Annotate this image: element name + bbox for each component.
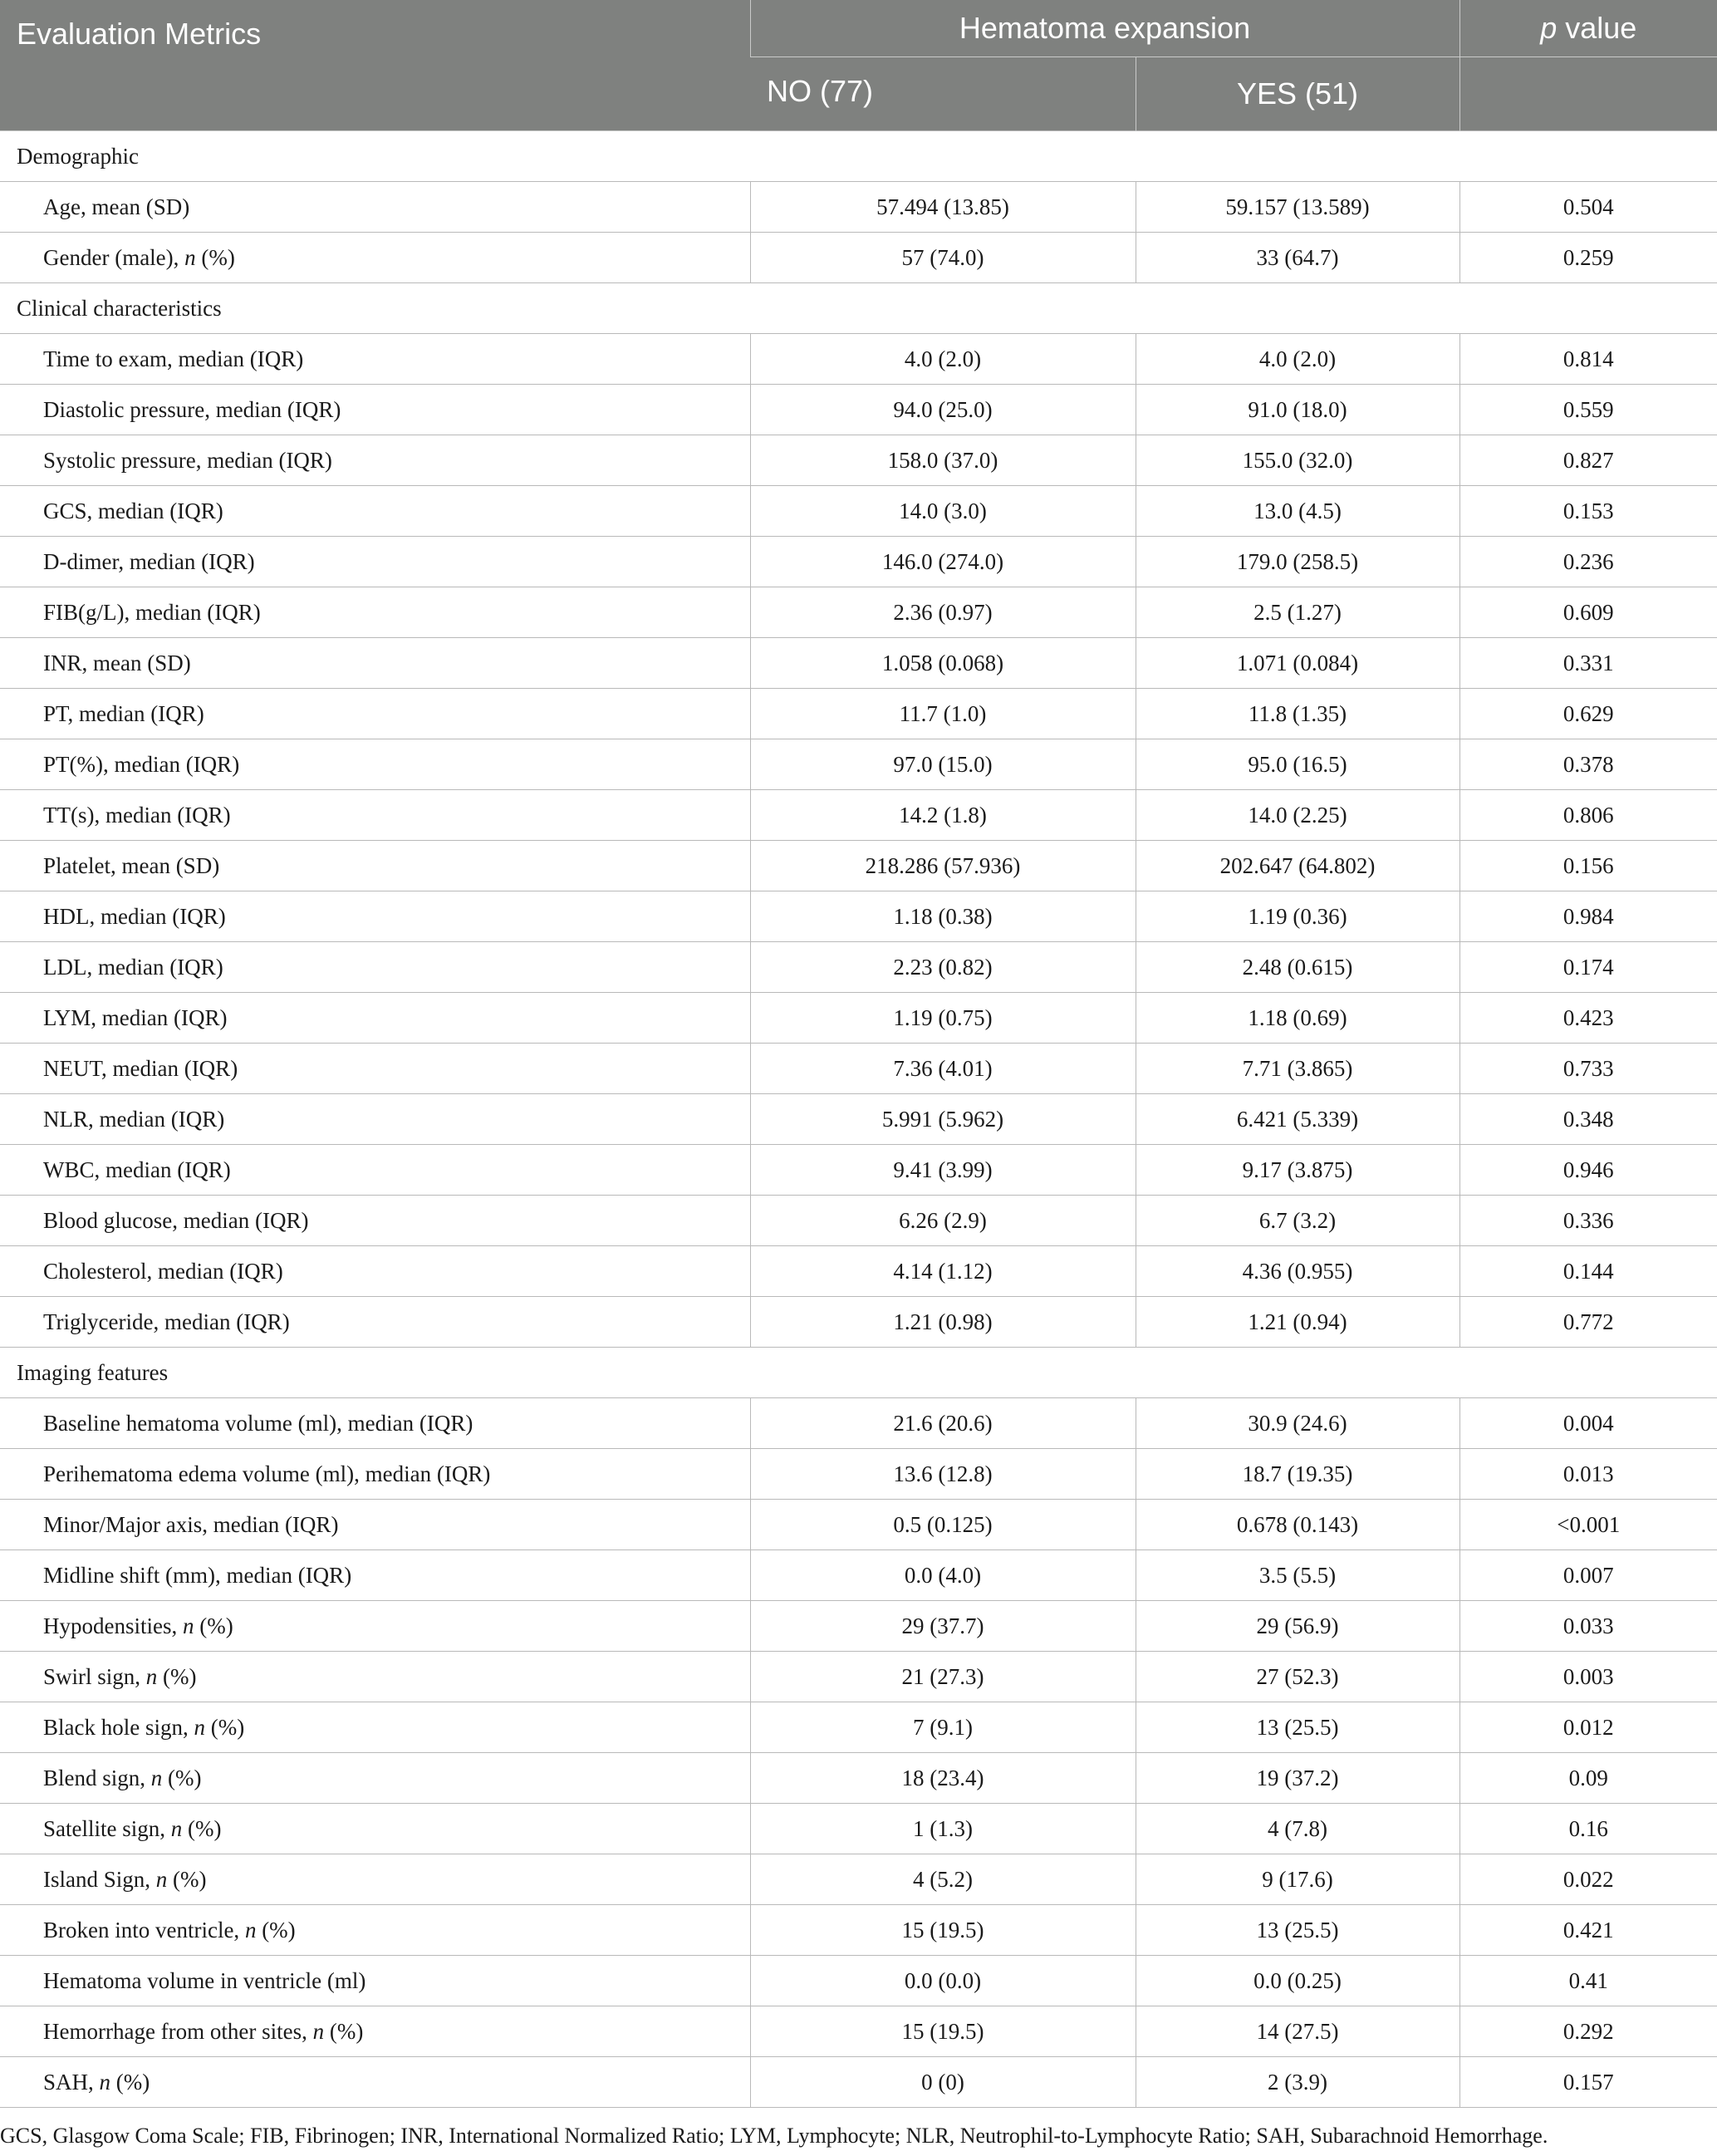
yes-value-cell: 4.0 (2.0) <box>1136 334 1459 385</box>
table-row <box>0 334 1717 385</box>
metric-label: TT(s), median (IQR) <box>43 802 231 828</box>
metric-cell <box>0 334 750 385</box>
yes-value-cell: 29 (56.9) <box>1136 1601 1459 1652</box>
metric-label: Hematoma volume in ventricle (ml) <box>43 1967 366 1993</box>
metric-cell <box>0 790 750 841</box>
metric-label: Triglyceride, median (IQR) <box>43 1309 290 1334</box>
no-value-cell: 7.36 (4.01) <box>750 1044 1136 1094</box>
no-value-cell: 146.0 (274.0) <box>750 537 1136 587</box>
metric-label-italic: n <box>184 244 196 270</box>
metric-label-italic: n <box>183 1613 194 1638</box>
pvalue-cell: 0.559 <box>1459 385 1717 435</box>
table-body <box>0 131 1717 2108</box>
no-value-cell: 5.991 (5.962) <box>750 1094 1136 1145</box>
metric-label-italic: n <box>312 2018 325 2044</box>
no-value-cell: 6.26 (2.9) <box>750 1196 1136 1246</box>
no-value-cell: 1.18 (0.38) <box>750 891 1136 942</box>
yes-value-cell: 13.0 (4.5) <box>1136 486 1459 537</box>
no-value-cell: 158.0 (37.0) <box>750 435 1136 486</box>
metric-cell <box>0 1550 750 1601</box>
section-row <box>0 1348 1717 1398</box>
yes-column-header: YES (51) <box>1136 57 1459 131</box>
metric-label-suffix: (%) <box>162 1765 202 1790</box>
pvalue-cell: 0.007 <box>1459 1550 1717 1601</box>
table-row <box>0 1753 1717 1804</box>
metric-label: Platelet, mean (SD) <box>43 852 220 878</box>
yes-value-cell: 59.157 (13.589) <box>1136 182 1459 233</box>
metric-label-suffix: (%) <box>157 1663 197 1689</box>
metric-label: Gender (male), <box>43 244 185 270</box>
section-row <box>0 131 1717 182</box>
metric-label: NEUT, median (IQR) <box>43 1055 238 1081</box>
table-row <box>0 1145 1717 1196</box>
table-row <box>0 486 1717 537</box>
no-value-cell: 21 (27.3) <box>750 1652 1136 1702</box>
no-value-cell: 9.41 (3.99) <box>750 1145 1136 1196</box>
no-value-cell: 29 (37.7) <box>750 1601 1136 1652</box>
metric-label-italic: n <box>155 1866 168 1892</box>
metric-label: Blend sign, <box>43 1765 151 1790</box>
no-value-cell: 0 (0) <box>750 2057 1136 2108</box>
metric-label-italic: n <box>244 1917 257 1942</box>
metric-label-suffix: (%) <box>167 1866 207 1892</box>
no-value-cell: 0.0 (4.0) <box>750 1550 1136 1601</box>
yes-value-cell: 19 (37.2) <box>1136 1753 1459 1804</box>
metric-label-suffix: (%) <box>194 1613 233 1638</box>
metric-label: HDL, median (IQR) <box>43 903 226 929</box>
metric-cell <box>0 1094 750 1145</box>
no-value-cell: 1 (1.3) <box>750 1804 1136 1854</box>
table-row <box>0 1804 1717 1854</box>
no-value-cell: 218.286 (57.936) <box>750 841 1136 891</box>
no-value-cell: 97.0 (15.0) <box>750 739 1136 790</box>
yes-value-cell: 6.421 (5.339) <box>1136 1094 1459 1145</box>
metric-cell <box>0 1804 750 1854</box>
pvalue-cell: 0.827 <box>1459 435 1717 486</box>
metric-cell <box>0 1297 750 1348</box>
metric-label: Swirl sign, <box>43 1663 146 1689</box>
metric-label: INR, mean (SD) <box>43 650 191 675</box>
metric-cell <box>0 1449 750 1500</box>
yes-value-cell: 13 (25.5) <box>1136 1702 1459 1753</box>
table-row <box>0 587 1717 638</box>
table-row <box>0 841 1717 891</box>
metric-label: Systolic pressure, median (IQR) <box>43 447 332 473</box>
table-row <box>0 1652 1717 1702</box>
metric-label: Black hole sign, <box>43 1714 194 1740</box>
metric-label: Broken into ventricle, <box>43 1917 245 1942</box>
no-value-cell: 4.14 (1.12) <box>750 1246 1136 1297</box>
metric-label-suffix: (%) <box>256 1917 296 1942</box>
yes-value-cell: 6.7 (3.2) <box>1136 1196 1459 1246</box>
table-row <box>0 2057 1717 2108</box>
yes-value-cell: 1.21 (0.94) <box>1136 1297 1459 1348</box>
table-row <box>0 1500 1717 1550</box>
table-header <box>0 0 1717 131</box>
metric-cell <box>0 2057 750 2108</box>
yes-value-cell: 1.071 (0.084) <box>1136 638 1459 689</box>
yes-value-cell: 4.36 (0.955) <box>1136 1246 1459 1297</box>
metric-column-header: Evaluation Metrics <box>0 0 750 131</box>
metric-label: Time to exam, median (IQR) <box>43 346 304 371</box>
metric-label: Island Sign, <box>43 1866 156 1892</box>
metric-label: GCS, median (IQR) <box>43 498 223 523</box>
pvalue-cell: 0.259 <box>1459 233 1717 283</box>
metric-cell <box>0 486 750 537</box>
pvalue-column-header-blank <box>1459 57 1717 131</box>
yes-value-cell: 179.0 (258.5) <box>1136 537 1459 587</box>
pvalue-cell: 0.022 <box>1459 1854 1717 1905</box>
metric-cell <box>0 1145 750 1196</box>
yes-value-cell: 95.0 (16.5) <box>1136 739 1459 790</box>
metric-label: LDL, median (IQR) <box>43 954 223 980</box>
pvalue-cell: 0.336 <box>1459 1196 1717 1246</box>
metric-label-suffix: (%) <box>324 2018 364 2044</box>
metric-cell <box>0 942 750 993</box>
metric-label-suffix: (%) <box>195 244 235 270</box>
table-row <box>0 1297 1717 1348</box>
pvalue-cell: 0.806 <box>1459 790 1717 841</box>
metric-label: Hypodensities, <box>43 1613 183 1638</box>
no-value-cell: 2.36 (0.97) <box>750 587 1136 638</box>
table-row <box>0 537 1717 587</box>
metric-label-italic: n <box>150 1765 163 1790</box>
pvalue-p: p <box>1540 11 1558 45</box>
pvalue-cell: 0.153 <box>1459 486 1717 537</box>
pvalue-cell: 0.814 <box>1459 334 1717 385</box>
yes-value-cell: 155.0 (32.0) <box>1136 435 1459 486</box>
no-value-cell: 15 (19.5) <box>750 1905 1136 1956</box>
metric-label: Blood glucose, median (IQR) <box>43 1207 309 1233</box>
metric-label-suffix: (%) <box>182 1815 222 1841</box>
metric-cell <box>0 739 750 790</box>
table-row <box>0 1854 1717 1905</box>
metric-label: NLR, median (IQR) <box>43 1106 225 1132</box>
table-row <box>0 2006 1717 2057</box>
metric-cell <box>0 233 750 283</box>
yes-value-cell: 4 (7.8) <box>1136 1804 1459 1854</box>
metric-label: Cholesterol, median (IQR) <box>43 1258 283 1284</box>
no-value-cell: 15 (19.5) <box>750 2006 1136 2057</box>
metric-label: D-dimer, median (IQR) <box>43 548 255 574</box>
header-row-1 <box>0 0 1717 57</box>
yes-value-cell: 0.678 (0.143) <box>1136 1500 1459 1550</box>
metric-label-italic: n <box>194 1714 205 1740</box>
metric-cell <box>0 1044 750 1094</box>
no-value-cell: 1.19 (0.75) <box>750 993 1136 1044</box>
pvalue-cell: 0.09 <box>1459 1753 1717 1804</box>
metric-cell <box>0 1652 750 1702</box>
section-title: Demographic <box>0 131 1717 182</box>
table-row <box>0 1044 1717 1094</box>
metric-cell <box>0 587 750 638</box>
no-value-cell: 1.21 (0.98) <box>750 1297 1136 1348</box>
pvalue-cell: 0.156 <box>1459 841 1717 891</box>
metric-cell <box>0 638 750 689</box>
yes-value-cell: 9 (17.6) <box>1136 1854 1459 1905</box>
pvalue-cell: 0.144 <box>1459 1246 1717 1297</box>
no-value-cell: 11.7 (1.0) <box>750 689 1136 739</box>
table-row <box>0 435 1717 486</box>
table-row <box>0 1449 1717 1500</box>
metric-cell <box>0 993 750 1044</box>
table-row <box>0 1601 1717 1652</box>
metric-label: LYM, median (IQR) <box>43 1004 228 1030</box>
metric-cell <box>0 1905 750 1956</box>
no-value-cell: 4.0 (2.0) <box>750 334 1136 385</box>
table-row <box>0 891 1717 942</box>
pvalue-cell: 0.004 <box>1459 1398 1717 1449</box>
no-value-cell: 4 (5.2) <box>750 1854 1136 1905</box>
table-footnote: GCS, Glasgow Coma Scale; FIB, Fibrinogen; INR, International Normalized Ratio; LYM, Lymphocyte; NLR, Neutrophil-to-Lymphocyte Ratio; SAH, Subarachnoid Hemorrhage. <box>0 2124 1548 2148</box>
pvalue-cell: 0.421 <box>1459 1905 1717 1956</box>
yes-value-cell: 2.48 (0.615) <box>1136 942 1459 993</box>
table-row <box>0 1956 1717 2006</box>
pvalue-column-header <box>1459 0 1717 57</box>
table-row <box>0 182 1717 233</box>
pvalue-cell: 0.733 <box>1459 1044 1717 1094</box>
table-row <box>0 1398 1717 1449</box>
metric-label: Baseline hematoma volume (ml), median (IQR) <box>43 1410 473 1436</box>
pvalue-cell: 0.984 <box>1459 891 1717 942</box>
no-value-cell: 21.6 (20.6) <box>750 1398 1136 1449</box>
pvalue-cell: 0.629 <box>1459 689 1717 739</box>
pvalue-cell: 0.946 <box>1459 1145 1717 1196</box>
metric-label-italic: n <box>145 1663 158 1689</box>
yes-value-cell: 14 (27.5) <box>1136 2006 1459 2057</box>
yes-value-cell: 202.647 (64.802) <box>1136 841 1459 891</box>
pvalue-cell: <0.001 <box>1459 1500 1717 1550</box>
no-value-cell: 18 (23.4) <box>750 1753 1136 1804</box>
table-row <box>0 1246 1717 1297</box>
table-row <box>0 942 1717 993</box>
metric-cell <box>0 689 750 739</box>
metric-cell <box>0 1500 750 1550</box>
yes-value-cell: 1.19 (0.36) <box>1136 891 1459 942</box>
pvalue-rest: value <box>1557 11 1637 45</box>
table-row <box>0 739 1717 790</box>
pvalue-cell: 0.012 <box>1459 1702 1717 1753</box>
metric-cell <box>0 1196 750 1246</box>
pvalue-cell: 0.157 <box>1459 2057 1717 2108</box>
pvalue-cell: 0.033 <box>1459 1601 1717 1652</box>
metric-cell <box>0 1398 750 1449</box>
metric-label-italic: n <box>170 1815 183 1841</box>
no-value-cell: 14.2 (1.8) <box>750 790 1136 841</box>
yes-value-cell: 2 (3.9) <box>1136 2057 1459 2108</box>
metric-cell <box>0 537 750 587</box>
pvalue-cell: 0.423 <box>1459 993 1717 1044</box>
metric-label-suffix: (%) <box>110 2069 150 2095</box>
metric-label: Midline shift (mm), median (IQR) <box>43 1562 352 1588</box>
group-column-header: Hematoma expansion <box>750 0 1459 57</box>
table-row <box>0 1550 1717 1601</box>
metric-label: Minor/Major axis, median (IQR) <box>43 1511 339 1537</box>
pvalue-cell: 0.348 <box>1459 1094 1717 1145</box>
table-row <box>0 638 1717 689</box>
metric-label: WBC, median (IQR) <box>43 1157 231 1182</box>
metric-cell <box>0 841 750 891</box>
no-value-cell: 1.058 (0.068) <box>750 638 1136 689</box>
yes-value-cell: 33 (64.7) <box>1136 233 1459 283</box>
table-row <box>0 1905 1717 1956</box>
no-value-cell: 13.6 (12.8) <box>750 1449 1136 1500</box>
yes-value-cell: 2.5 (1.27) <box>1136 587 1459 638</box>
metric-cell <box>0 1702 750 1753</box>
metric-cell <box>0 2006 750 2057</box>
metric-label-italic: n <box>99 2069 111 2095</box>
no-value-cell: 57.494 (13.85) <box>750 182 1136 233</box>
table-row <box>0 689 1717 739</box>
no-value-cell: 94.0 (25.0) <box>750 385 1136 435</box>
table-row <box>0 790 1717 841</box>
yes-value-cell: 13 (25.5) <box>1136 1905 1459 1956</box>
section-title: Imaging features <box>0 1348 1717 1398</box>
no-value-cell: 2.23 (0.82) <box>750 942 1136 993</box>
yes-value-cell: 30.9 (24.6) <box>1136 1398 1459 1449</box>
yes-value-cell: 11.8 (1.35) <box>1136 689 1459 739</box>
metric-label: PT, median (IQR) <box>43 700 204 726</box>
metric-label: Perihematoma edema volume (ml), median (IQR) <box>43 1461 491 1486</box>
metric-label: PT(%), median (IQR) <box>43 751 240 777</box>
metric-cell <box>0 1601 750 1652</box>
no-value-cell: 57 (74.0) <box>750 233 1136 283</box>
table-row <box>0 385 1717 435</box>
yes-value-cell: 1.18 (0.69) <box>1136 993 1459 1044</box>
yes-value-cell: 3.5 (5.5) <box>1136 1550 1459 1601</box>
pvalue-cell: 0.504 <box>1459 182 1717 233</box>
metric-label: Satellite sign, <box>43 1815 171 1841</box>
metric-cell <box>0 1956 750 2006</box>
metric-cell <box>0 1753 750 1804</box>
pvalue-cell: 0.174 <box>1459 942 1717 993</box>
table-row <box>0 1094 1717 1145</box>
table-row <box>0 233 1717 283</box>
no-value-cell: 7 (9.1) <box>750 1702 1136 1753</box>
pvalue-cell: 0.292 <box>1459 2006 1717 2057</box>
pvalue-cell: 0.772 <box>1459 1297 1717 1348</box>
pvalue-cell: 0.609 <box>1459 587 1717 638</box>
metric-label: Age, mean (SD) <box>43 194 190 219</box>
metric-cell <box>0 891 750 942</box>
metric-cell <box>0 435 750 486</box>
metric-cell <box>0 1246 750 1297</box>
pvalue-cell: 0.003 <box>1459 1652 1717 1702</box>
section-row <box>0 283 1717 334</box>
yes-value-cell: 27 (52.3) <box>1136 1652 1459 1702</box>
pvalue-cell: 0.16 <box>1459 1804 1717 1854</box>
pvalue-cell: 0.378 <box>1459 739 1717 790</box>
pvalue-cell: 0.013 <box>1459 1449 1717 1500</box>
yes-value-cell: 18.7 (19.35) <box>1136 1449 1459 1500</box>
no-value-cell: 0.5 (0.125) <box>750 1500 1136 1550</box>
metric-label: Diastolic pressure, median (IQR) <box>43 396 341 422</box>
metric-cell <box>0 182 750 233</box>
yes-value-cell: 9.17 (3.875) <box>1136 1145 1459 1196</box>
metric-cell <box>0 1854 750 1905</box>
pvalue-cell: 0.41 <box>1459 1956 1717 2006</box>
no-value-cell: 0.0 (0.0) <box>750 1956 1136 2006</box>
metric-label: Hemorrhage from other sites, <box>43 2018 313 2044</box>
pvalue-cell: 0.236 <box>1459 537 1717 587</box>
no-column-header: NO (77) <box>750 57 1136 131</box>
table-row <box>0 1702 1717 1753</box>
yes-value-cell: 91.0 (18.0) <box>1136 385 1459 435</box>
yes-value-cell: 14.0 (2.25) <box>1136 790 1459 841</box>
no-value-cell: 14.0 (3.0) <box>750 486 1136 537</box>
metric-label: SAH, <box>43 2069 100 2095</box>
pvalue-cell: 0.331 <box>1459 638 1717 689</box>
metric-label-suffix: (%) <box>204 1714 245 1740</box>
yes-value-cell: 7.71 (3.865) <box>1136 1044 1459 1094</box>
table-row <box>0 993 1717 1044</box>
section-title: Clinical characteristics <box>0 283 1717 334</box>
metric-label: FIB(g/L), median (IQR) <box>43 599 261 625</box>
table-row <box>0 1196 1717 1246</box>
yes-value-cell: 0.0 (0.25) <box>1136 1956 1459 2006</box>
metric-cell <box>0 385 750 435</box>
